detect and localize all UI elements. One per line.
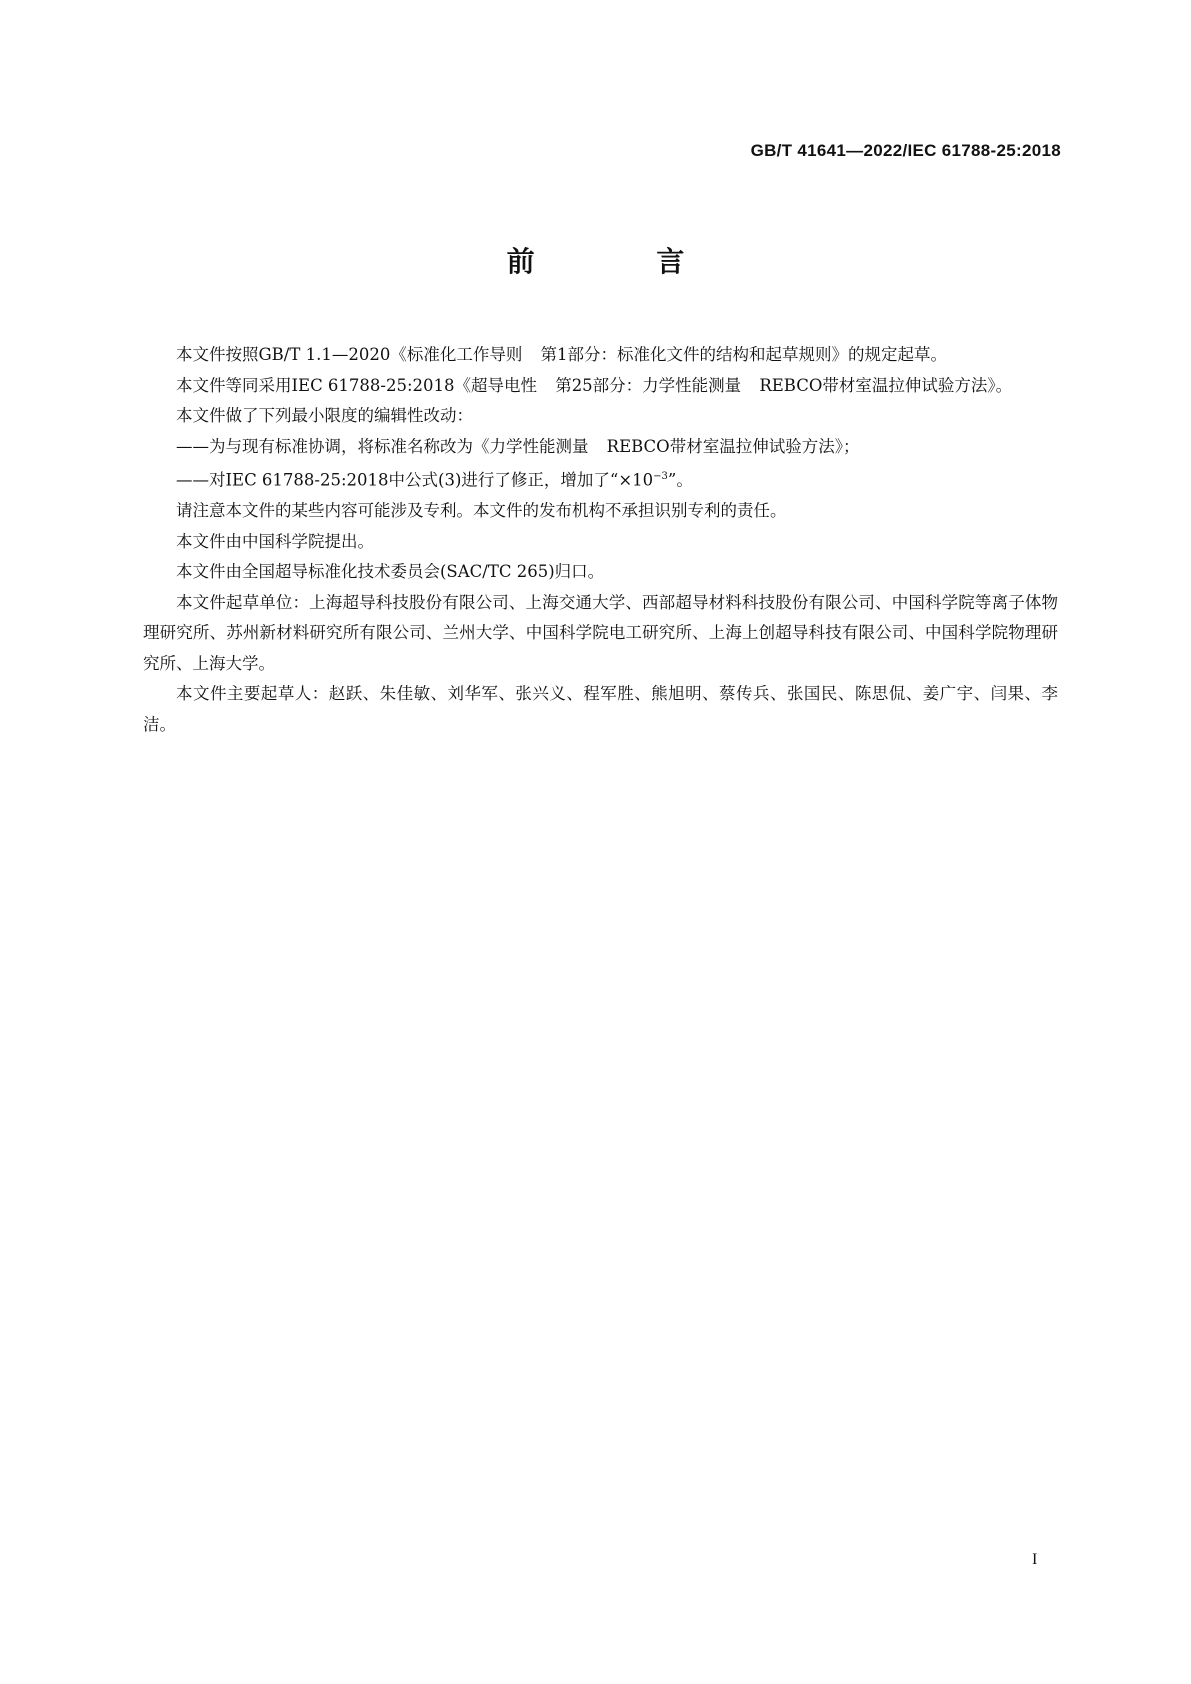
paragraph-patent-notice: 请注意本文件的某些内容可能涉及专利。本文件的发布机构不承担识别专利的责任。 (176, 501, 787, 520)
paragraph-editorial-changes: 本文件做了下列最小限度的编辑性改动： (176, 406, 473, 425)
paragraph-technical-committee: 本文件由全国超导标准化技术委员会(SAC/TC 265)归口。 (176, 562, 605, 581)
standard-code: GB/T 41641—2022/IEC 61788-25:2018 (750, 141, 1061, 160)
list-item-formula-correction: ——对IEC 61788-25:2018中公式(3)进行了修正，增加了“$\times 10^{-3}$”。 (176, 470, 693, 490)
paragraph-proposer: 本文件由中国科学院提出。 (176, 531, 374, 551)
paragraph-drafting-rules: 本文件按照GB/T 1.1—2020《标准化工作导则 第1部分：标准化文件的结构和起草规则》的规定起草。 (176, 345, 947, 364)
paragraph-drafting-organizations: 本文件起草单位：上海超导科技股份有限公司、上海交通大学、西部超导材料科技股份有限公司、中国科学院等离子体物理研究所、苏州新材料研究所有限公司、兰州大学、中国科学院电工研究所、上海上创超导科技有限公司、中国科学院物理研究所、上海大学。 (143, 592, 1058, 673)
foreword-body (143, 340, 1058, 740)
list-item-title-change: ——为与现有标准协调，将标准名称改为《力学性能测量 REBCO带材室温拉伸试验方法》； (176, 436, 860, 456)
page-title: 前 言 (506, 245, 741, 278)
page-number: I (1032, 1551, 1038, 1568)
paragraph-drafters: 本文件主要起草人：赵跃、朱佳敏、刘华军、张兴义、程军胜、熊旭明、蔡传兵、张国民、陈思侃、姜广宇、闫果、李洁。 (143, 684, 1058, 734)
paragraph-adoption: 本文件等同采用IEC 61788-25:2018《超导电性 第25部分：力学性能测量 REBCO带材室温拉伸试验方法》。 (176, 375, 1013, 395)
